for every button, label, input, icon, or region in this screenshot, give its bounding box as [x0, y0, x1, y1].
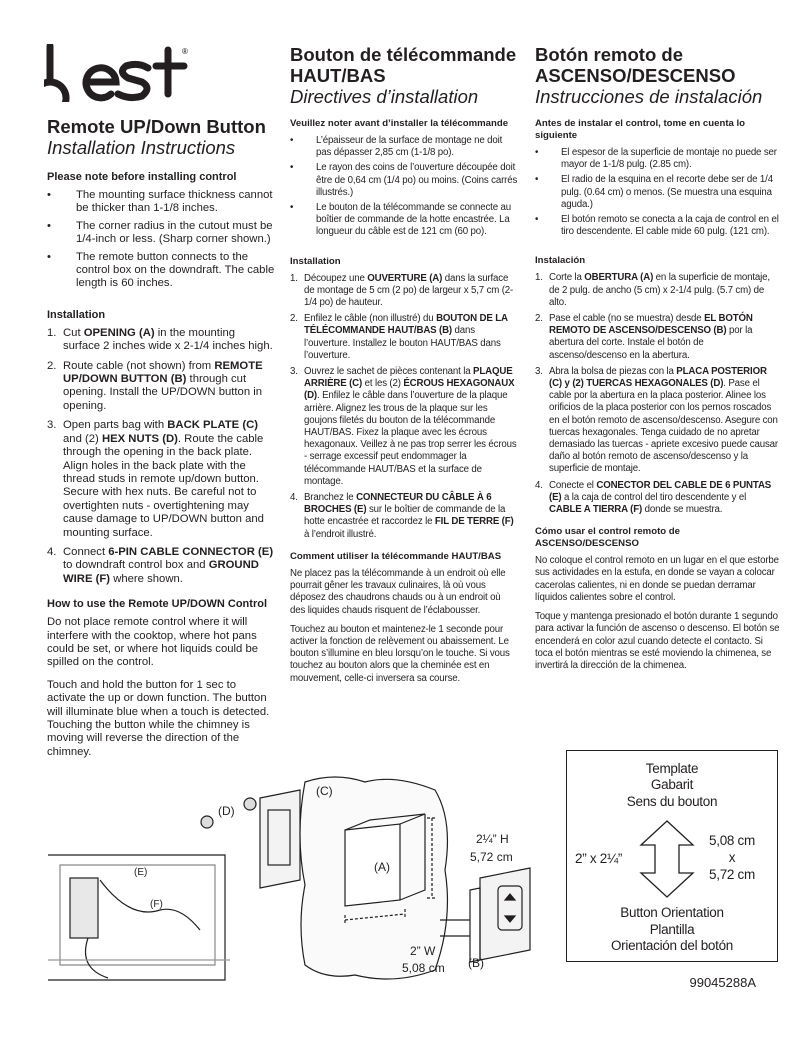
list-item: [290, 492, 518, 541]
template-orientation-en: Button Orientation: [620, 905, 724, 920]
bullet-list: [47, 189, 275, 291]
list-item: [290, 135, 518, 159]
label-hex-nuts-d: (D): [218, 804, 235, 818]
text-run: Enfilez le câble (non illustré) du: [304, 313, 437, 325]
step-number: 3.: [535, 365, 543, 377]
paragraph: No coloque el control remoto en un lugar en el que estorbe sus actividades en la estufa, en donde se vayan a colocar cacerolas calientes, ni en donde se puedan derramar líquidos calientes sobre el control.: [535, 555, 779, 603]
bullet-list: [535, 147, 780, 238]
list-item: [290, 273, 518, 310]
bullet-icon: •: [47, 219, 51, 232]
text-run: The remote button connects to the control box on the downdraft. The cable length is 60 inches.: [76, 250, 275, 290]
list-item: [47, 546, 275, 586]
bold-term: REMOTE UP/DOWN BUTTON (B): [63, 359, 263, 386]
french-column: [290, 44, 518, 692]
bullet-icon: •: [290, 162, 294, 174]
text-run: en la superficie de montaje, de 2 pulg. de ancho (5 cm) x 2-1/4 pulg. (5.7 cm) de alto.: [549, 272, 770, 308]
section-heading: How to use the Remote UP/DOWN Control: [47, 598, 267, 611]
text-run: Conecte el: [549, 479, 597, 491]
text-run: El espesor de la superficie de montaje no puede ser mayor de 1-1/8 pulg. (2.85 cm).: [561, 147, 777, 171]
numbered-list: [47, 327, 275, 586]
step-number: 4.: [535, 479, 543, 491]
best-logo: [44, 44, 194, 107]
list-item: [47, 220, 275, 247]
bold-term: CONNECTEUR DU CÂBLE À 6 BROCHES (E): [304, 492, 492, 516]
bold-term: BACK PLATE (C): [167, 419, 259, 432]
section-heading: Cómo usar el control remoto de ASCENSO/DESCENSO: [535, 526, 680, 550]
section-heading: Instalación: [535, 255, 586, 267]
numbered-list: [535, 272, 780, 516]
english-column: [47, 116, 275, 768]
bold-term: ÉCROUS HEXAGONAUX (D): [304, 378, 515, 402]
template-size-inches: 2” x 2¼”: [575, 851, 623, 866]
label-button-b: (B): [468, 956, 484, 970]
spacer: [290, 248, 518, 256]
text-run: in the mounting surface 2 inches wide x 2-1/4 inches high.: [63, 326, 273, 353]
bullet-icon: •: [290, 135, 294, 146]
step-number: 4.: [290, 492, 298, 504]
list-item: [290, 313, 518, 362]
section-heading: Antes de instalar el control, tome en cuenta lo siguiente: [535, 118, 746, 141]
spanish-column: [535, 44, 780, 679]
text-run: dans la surface de montage de 5 cm (2 po) de largeur x 5,7 cm (2-1/4 po) de hauteur.: [304, 272, 514, 309]
text-run: El radio de la esquina en el recorte debe ser de 1/4 pulg. (0.64 cm) o menos. (Se muestra una esquina aguda.): [561, 174, 773, 210]
template-orientation-es: Orientación del botón: [610, 938, 734, 953]
text-run: Branchez le: [304, 492, 357, 504]
list-item: [47, 327, 275, 354]
list-item: [47, 189, 275, 216]
bold-term: FIL DE TERRE (F): [434, 516, 514, 528]
column-title: Remote UP/Down Button: [47, 116, 266, 137]
text-run: dans l’ouverture. Installez le bouton HAUT/BAS dans l’ouverture.: [304, 325, 501, 361]
paragraph: Ne placez pas la télécommande à un endroit où elle pourrait gêner les travaux culinaires, là où vous déposez des chaudrons chauds ou à un endroit où des liquides chauds risquent de l’éclabousser.: [290, 567, 506, 616]
spacer: [535, 247, 780, 255]
text-run: Ouvrez le sachet de pièces contenant la: [304, 366, 474, 378]
text-run: Connect: [63, 545, 109, 558]
column-title: Bouton de télécommande HAUT/BAS: [290, 44, 517, 86]
text-run: Cut: [63, 326, 84, 339]
step-number: 4.: [47, 545, 57, 558]
bullet-icon: •: [535, 147, 539, 158]
bold-term: OPENING (A): [83, 326, 155, 339]
spacer: [47, 301, 275, 309]
step-number: 1.: [290, 272, 298, 284]
list-item: [290, 202, 518, 239]
bullet-icon: •: [535, 214, 539, 226]
text-run: The corner radius in the cutout must be 1/4-inch or less. (Sharp corner shown.): [76, 219, 273, 246]
step-number: 2.: [535, 313, 543, 325]
text-run: . Enfilez le câble dans l’ouverture de la plaque arrière. Alignez les trous de la plaque sur les goujons filetés du bouton de la télécommande HAUT/BAS. Fixez la plaque avec les écrous hexagonaux. Veillez à ne pas trop serrer les écrous - serrage excessif peut endommager la télécommande HAUT/BAS et la surface de montage.: [304, 390, 517, 487]
section-heading: Please note before installing control: [47, 171, 237, 183]
bullet-icon: •: [47, 189, 51, 201]
template-direction-fr: Sens du bouton: [626, 794, 718, 809]
numbered-list: [290, 273, 518, 541]
bullet-icon: •: [535, 174, 539, 186]
bold-term: 6-PIN CABLE CONNECTOR (E): [108, 545, 274, 558]
list-item: [535, 313, 780, 362]
text-run: donde se muestra.: [642, 504, 723, 516]
template-width-cm: 5,08 cm: [709, 833, 755, 848]
template-title-es: Plantilla: [649, 922, 695, 937]
bold-term: CONECTOR DEL CABLE DE 6 PUNTAS (E): [549, 479, 772, 503]
text-run: El botón remoto se conecta a la caja de control en el tiro descendente. El cable mide 60 pulg. (121 cm).: [561, 214, 779, 238]
list-item: [535, 147, 780, 171]
bold-term: GROUND WIRE (F): [63, 559, 259, 585]
template-title-fr: Gabarit: [650, 777, 694, 792]
text-run: . Route the cable through the opening in the back plate. Align holes in the back plate with the thread studs in remote up/down button. Secure with hex nuts. Be careful not to overtighten nuts - overtightening may cause damage to UP/DOWN button and mounting surface.: [63, 432, 264, 539]
bullet-list: [290, 135, 518, 239]
label-connector-e: (E): [134, 867, 148, 878]
column-subtitle: Installation Instructions: [47, 137, 236, 158]
text-run: Open parts bag with: [63, 419, 168, 432]
template-title-en: Template: [645, 761, 699, 776]
text-run: Abra la bolsa de piezas con la: [549, 365, 677, 377]
text-run: Corte la: [549, 272, 585, 284]
template-height-cm: 5,72 cm: [709, 867, 755, 882]
text-run: to downdraft control box and: [63, 559, 209, 572]
text-run: Le bouton de la télécommande se connecte au boîtier de commande de la hotte encastrée. La longueur du câble est de 121 cm (60 po).: [316, 202, 511, 238]
list-item: [535, 174, 780, 211]
list-item: [535, 214, 780, 238]
text-run: Pase el cable (no se muestra) desde: [549, 313, 705, 325]
column-title: Botón remoto de ASCENSO/DESCENSO: [535, 44, 736, 86]
bold-term: PLAQUE ARRIÈRE (C): [304, 366, 513, 390]
bold-term: BOUTON DE LA TÉLÉCOMMANDE HAUT/BAS (B): [304, 313, 508, 337]
bold-term: HEX NUTS (D): [101, 432, 178, 445]
up-down-arrow-icon: [639, 819, 695, 899]
text-run: à l’endroit illustré.: [304, 528, 377, 540]
section-heading: Installation: [290, 255, 341, 267]
bold-term: EL BOTÓN REMOTO DE ASCENSO/DESCENSO (B): [549, 313, 753, 337]
list-item: [47, 419, 275, 540]
text-run: L’épaisseur de la surface de montage ne doit pas dépasser 2,85 cm (1-1/8 po).: [316, 135, 503, 159]
step-number: 3.: [47, 419, 57, 432]
cutout-template: [566, 750, 778, 962]
text-run: sur le boîtier de commande de la hotte encastrée et raccordez le: [304, 504, 506, 528]
bullet-icon: •: [290, 202, 294, 214]
text-run: where shown.: [110, 572, 183, 585]
list-item: [47, 251, 275, 291]
column-subtitle: Directives d’installation: [290, 86, 479, 107]
paragraph: Toque y mantenga presionado el botón durante 1 segundo para activar la función de ascenso o descenso. El botón se encenderá en color azul cuando detecte el contacto. Si toca el botón mientras se esté moviendo la chimenea, se invertirá la dirección de la chimenea.: [535, 611, 780, 671]
label-ground-wire-f: (F): [150, 899, 163, 910]
text-run: por la abertura del corte. Instale el botón de ascenso/descenso en la abertura.: [549, 325, 753, 361]
section-heading: Comment utiliser la télécommande HAUT/BAS: [290, 550, 502, 562]
text-run: Route cable (not shown) from: [63, 359, 215, 372]
list-item: [535, 480, 780, 517]
height-cm-label: 5,72 cm: [470, 850, 513, 864]
bold-term: OUVERTURE (A): [367, 272, 443, 284]
text-run: . Pase el cable por la abertura en la placa posterior. Alinee los orificios de la placa posterior con los pernos roscados en el botón remoto de ascenso/descenso. Asegure con tuercas hexagonales. Tenga cuidado de no apretar demasiado las tuercas - apriete excesivo puede causar daño al botón remoto de ascenso/descenso y la superficie de montaje.: [549, 378, 778, 475]
text-run: a la caja de control del tiro descendente y el: [561, 491, 747, 503]
text-run: Le rayon des coins de l’ouverture découpée doit être de 0,64 cm (1/4 po) ou moins. (Coins carrés illustrés.): [316, 162, 518, 198]
height-inches-label: 2¼” H: [476, 832, 509, 846]
list-item: [535, 366, 780, 476]
text-run: The mounting surface thickness cannot be thicker than 1-1/8 inches.: [76, 189, 273, 215]
step-number: 1.: [47, 326, 57, 339]
list-item: [290, 162, 518, 199]
template-x: x: [728, 850, 736, 865]
bullet-icon: •: [47, 250, 51, 263]
label-back-plate-c: (C): [316, 784, 333, 798]
section-heading: Installation: [47, 308, 106, 321]
section-heading: Veuillez noter avant d’installer la télécommande: [290, 118, 509, 129]
paragraph: Do not place remote control where it will interfere with the cooktop, where hot pans could be set, or where hot liquids could be spilled on the control.: [47, 616, 259, 669]
list-item: [290, 366, 518, 488]
bold-term: PLACA POSTERIOR (C) y (2) TUERCAS HEXAGONALES (D): [549, 365, 767, 390]
paragraph: Touch and hold the button for 1 sec to activate the up or down function. The button will illuminate blue when a touch is detected. Touching the button while the chimney is moving will reverse the direction of the chimney.: [47, 678, 270, 758]
label-opening-a: (A): [374, 860, 390, 874]
bold-term: CABLE A TIERRA (F): [549, 504, 643, 516]
text-run: et les (2): [362, 378, 404, 390]
width-inches-label: 2” W: [410, 944, 436, 958]
width-cm-label: 5,08 cm: [402, 961, 445, 975]
step-number: 3.: [290, 366, 298, 378]
step-number: 2.: [47, 359, 57, 372]
bold-term: OBERTURA (A): [584, 272, 654, 284]
paragraph: Touchez au bouton et maintenez-le 1 seconde pour activer la fonction de relèvement ou abaissement. Le bouton s’illumine en bleu lorsqu’on le touche. Si vous touchez au bouton alors que la cheminée est en mouvement, celle-ci inversera sa course.: [290, 623, 510, 684]
text-run: and (2): [63, 432, 102, 445]
step-number: 2.: [290, 313, 298, 325]
list-item: [47, 360, 275, 414]
registered-mark: ®: [182, 47, 188, 56]
text-run: through cut opening. Install the UP/DOWN button in opening.: [63, 373, 263, 412]
text-run: Découpez une: [304, 272, 368, 284]
step-number: 1.: [535, 272, 543, 284]
part-number: 99045288A: [689, 975, 756, 990]
list-item: [535, 272, 780, 309]
column-subtitle: Instrucciones de instalación: [535, 86, 763, 107]
